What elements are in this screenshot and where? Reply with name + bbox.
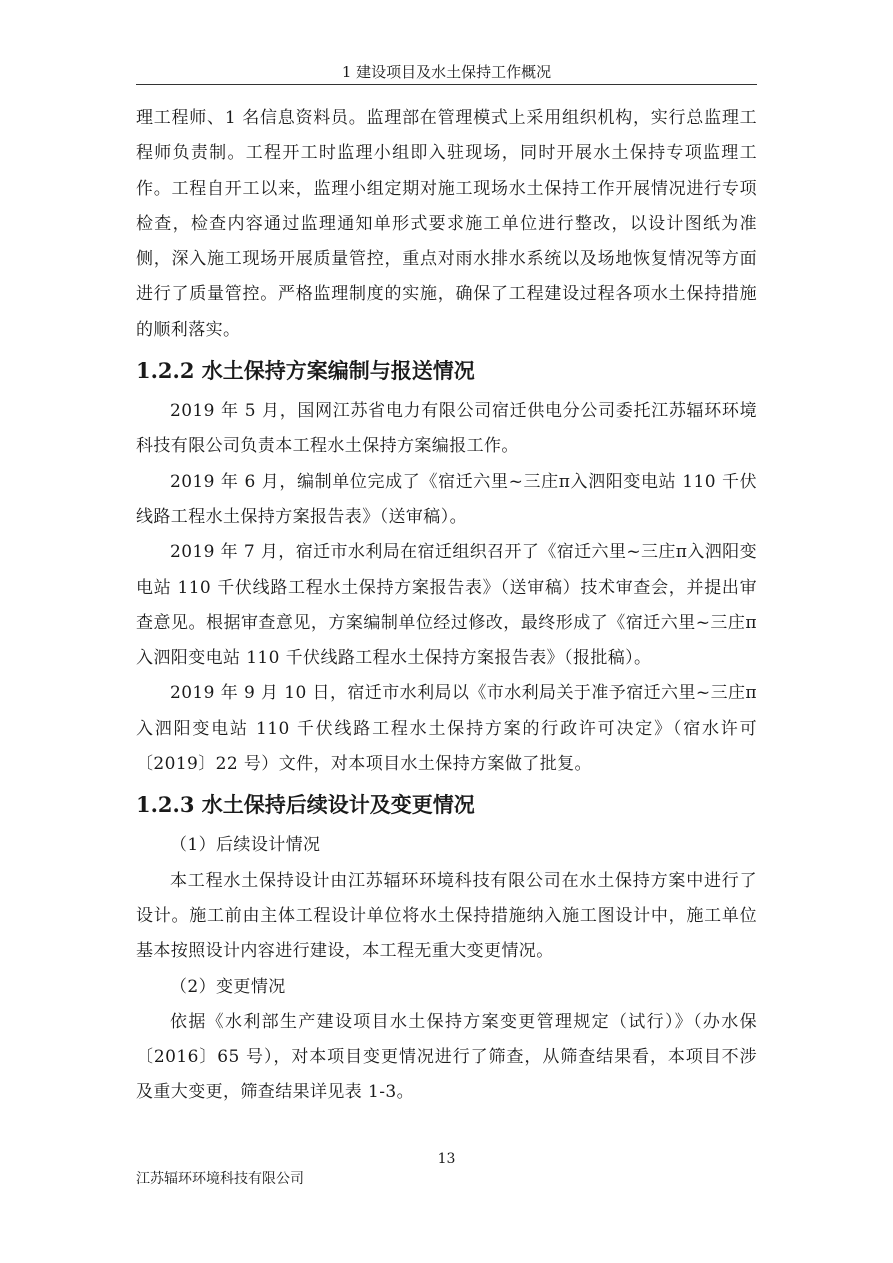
paragraph-supervision: 理工程师、1 名信息资料员。监理部在管理模式上采用组织机构，实行总监理工程师负责制。工程开工时监理小组即入驻现场，同时开展水土保持专项监理工作。工程自开工以来，监理小组定期对施工现场水土保持工作开展情况进行专项检查，检查内容通过监理通知单形式要求施工单位进行整改，以设计图纸为准侧，深入施工现场开展质量管控，重点对雨水排水系统以及场地恢复情况等方面进行了质量管控。严格监理制度的实施，确保了工程建设过程各项水土保持措施的顺利落实。 bbox=[136, 108, 757, 340]
page-body bbox=[136, 101, 757, 1111]
section-heading-1-2-3: 1.2.3 水土保持后续设计及变更情况 bbox=[136, 792, 475, 818]
paragraph-2019-06: 2019 年 6 月，编制单位完成了《宿迁六里~三庄π入泗阳变电站 110 千伏线路工程水土保持方案报告表》（送审稿）。 bbox=[136, 471, 757, 527]
paragraph-2019-05: 2019 年 5 月，国网江苏省电力有限公司宿迁供电分公司委托江苏辐环环境科技有限公司负责本工程水土保持方案编报工作。 bbox=[136, 401, 757, 457]
page-number: 13 bbox=[437, 1151, 456, 1167]
paragraph-2019-09: 2019 年 9 月 10 日，宿迁市水利局以《市水利局关于准予宿迁六里~三庄π入泗阳变电站 110 千伏线路工程水土保持方案的行政许可决定》（宿水许可〔2019〕22 号）文件，对本项目水土保持方案做了批复。 bbox=[136, 683, 757, 775]
paragraph-2019-07: 2019 年 7 月，宿迁市水利局在宿迁组织召开了《宿迁六里~三庄π入泗阳变电站 110 千伏线路工程水土保持方案报告表》（送审稿）技术审查会，并提出审查意见。根据审查意见，方案编制单位经过修改，最终形成了《宿迁六里~三庄π入泗阳变电站 110 千伏线路工程水土保持方案报告表》（报批稿）。 bbox=[136, 542, 757, 669]
paragraph-changes: 依据《水利部生产建设项目水土保持方案变更管理规定（试行）》（办水保〔2016〕65 号），对本项目变更情况进行了筛查，从筛查结果看，本项目不涉及重大变更，筛查结果详见表 1-3。 bbox=[136, 1011, 757, 1103]
section-heading-1-2-2: 1.2.2 水土保持方案编制与报送情况 bbox=[136, 358, 475, 384]
running-header-title: 1 建设项目及水土保持工作概况 bbox=[341, 63, 552, 81]
subheading-follow-up-design: （1）后续设计情况 bbox=[170, 835, 321, 856]
header-divider bbox=[136, 84, 757, 85]
footer-company-name: 江苏辐环环境科技有限公司 bbox=[136, 1171, 304, 1187]
paragraph-follow-up-design: 本工程水土保持设计由江苏辐环环境科技有限公司在水土保持方案中进行了设计。施工前由主体工程设计单位将水土保持措施纳入施工图设计中，施工单位基本按照设计内容进行建设，本工程无重大变更情况。 bbox=[136, 870, 757, 962]
subheading-changes: （2）变更情况 bbox=[170, 976, 286, 997]
